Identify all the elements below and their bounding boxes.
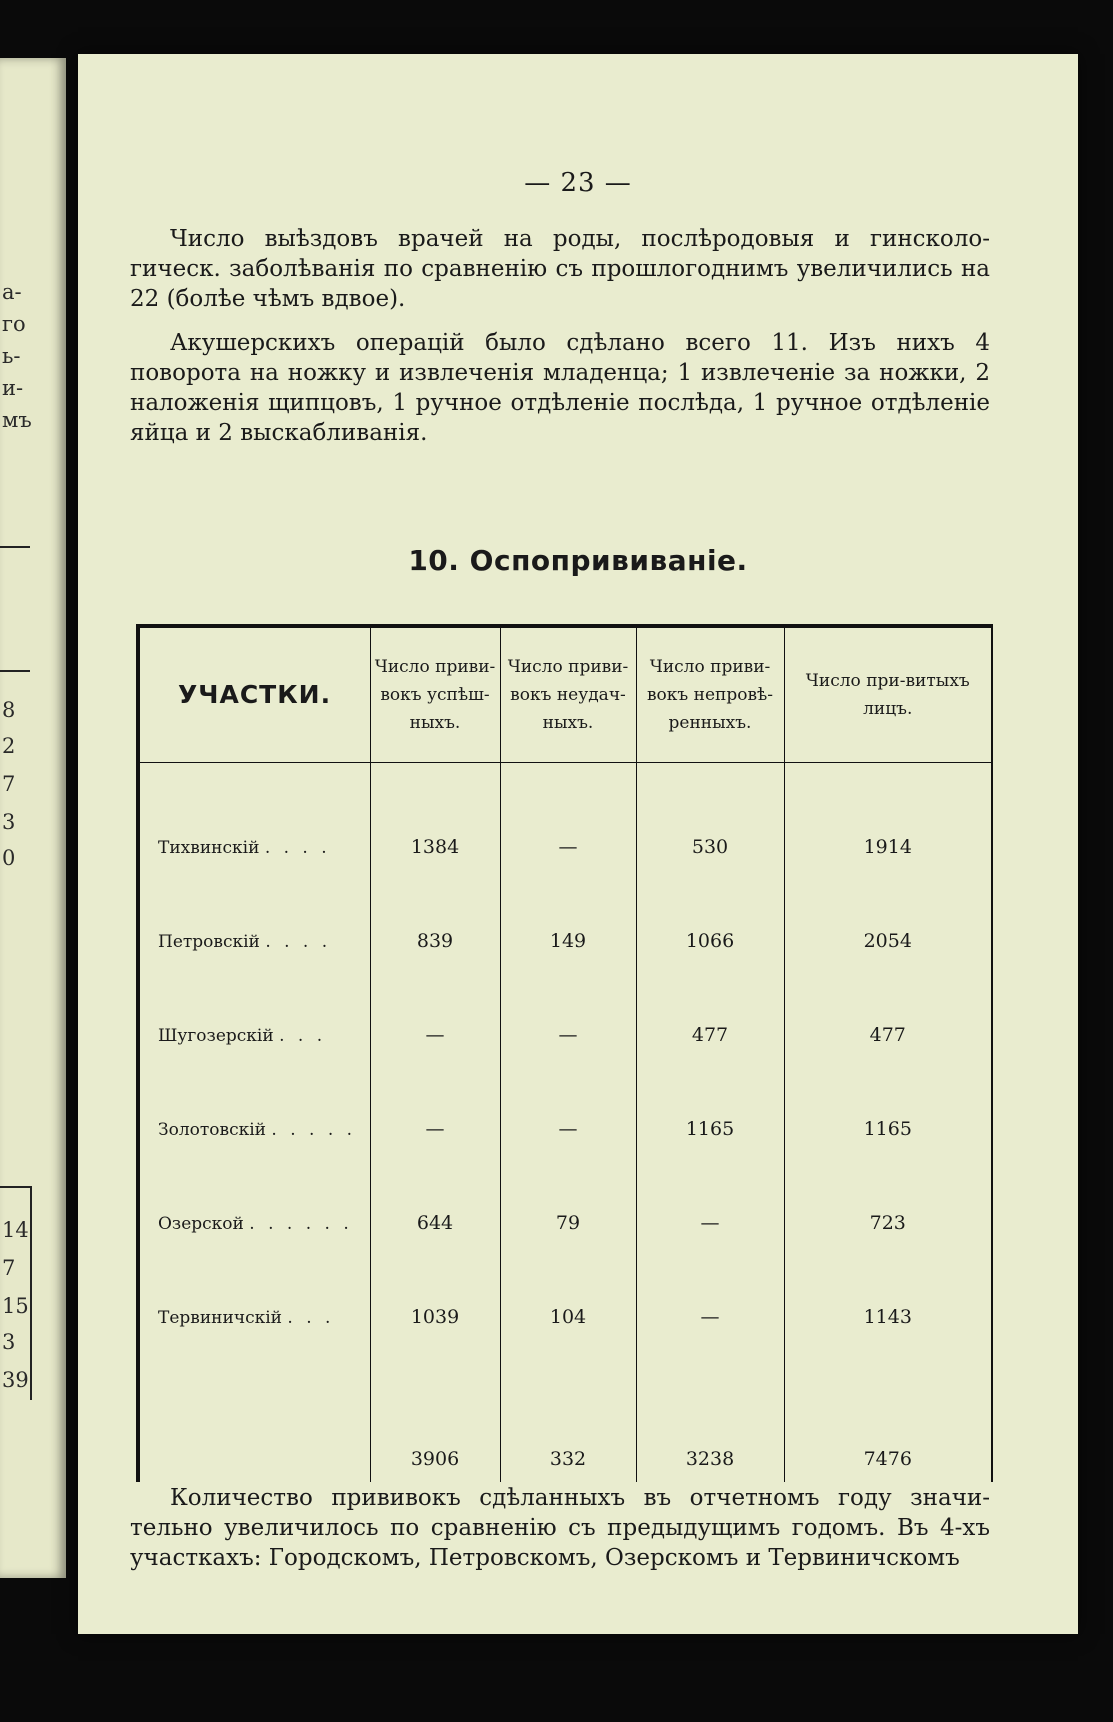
- header-persons: Число при-витыхъ лицъ.: [784, 626, 992, 763]
- paragraph-2-text: Акушерскихъ операцій было сдѣлано всего 11. Изъ нихъ 4 поворота на ножку и извлеченія младенца; 1 извлеченіе за ножки, 2 наложенія щипцовъ, 1 ручное отдѣленіе послѣда, 1 ручное отдѣленіе яйца и 2 выскабливанія.: [130, 330, 990, 446]
- cell-successful: —: [370, 960, 500, 1054]
- table-header-row: [138, 626, 992, 763]
- cell-unchecked: —: [636, 1242, 784, 1336]
- left-page-text: 8: [2, 698, 16, 722]
- total-unchecked: 3238: [636, 1336, 784, 1482]
- header-unsuccessful: Число приви-вокъ неудач-ныхъ.: [500, 626, 636, 763]
- table-row: [138, 1148, 992, 1242]
- region-label: Золотовскій: [158, 1120, 266, 1140]
- total-unsuccessful: 332: [500, 1336, 636, 1482]
- cell-successful: —: [370, 1054, 500, 1148]
- table-row: [138, 763, 992, 867]
- left-page-text: 3: [2, 1330, 16, 1354]
- region-name: [138, 1148, 370, 1242]
- paragraph-1-text: Число выѣздовъ врачей на роды, послѣродовыя и гинсколо-гическ. заболѣванія по сравненію съ прошлогоднимъ увеличились на 22 (болѣе чѣмъ вдвое).: [130, 226, 990, 312]
- cell-persons: 723: [784, 1148, 992, 1242]
- cell-persons: 1165: [784, 1054, 992, 1148]
- cell-persons: 1143: [784, 1242, 992, 1336]
- paragraph-3-text: Количество прививокъ сдѣланныхъ въ отчетномъ году значи-тельно увеличилось по сравненію съ предыдущимъ годомъ. Въ 4-хъ участкахъ: Городскомъ, Петровскомъ, Озерскомъ и Тервиничскомъ: [130, 1485, 990, 1571]
- region-name: [138, 1054, 370, 1148]
- leader-dots: . . . . . .: [249, 1214, 353, 1234]
- left-page-rule: [0, 1186, 30, 1188]
- cell-unchecked: 530: [636, 763, 784, 867]
- left-page-rule: [0, 670, 30, 672]
- leader-dots: . . .: [287, 1308, 335, 1328]
- left-page-text: 7: [2, 1256, 16, 1280]
- header-unchecked: Число приви-вокъ непровѣ-ренныхъ.: [636, 626, 784, 763]
- cell-persons: 2054: [784, 866, 992, 960]
- left-page-text: 15: [2, 1294, 29, 1318]
- table-row: [138, 866, 992, 960]
- cell-unsuccessful: 149: [500, 866, 636, 960]
- cell-persons: 1914: [784, 763, 992, 867]
- leader-dots: . . .: [279, 1026, 327, 1046]
- total-persons: 7476: [784, 1336, 992, 1482]
- left-page-fragment: [0, 58, 66, 1578]
- left-page-text: 2: [2, 734, 16, 758]
- region-label: Петровскій: [158, 932, 260, 952]
- region-label: Шугозерскій: [158, 1026, 274, 1046]
- table-row: [138, 1054, 992, 1148]
- table-row: [138, 960, 992, 1054]
- region-label: Озерской: [158, 1214, 244, 1234]
- cell-unchecked: 477: [636, 960, 784, 1054]
- paragraph-1: [130, 224, 990, 314]
- cell-unsuccessful: —: [500, 960, 636, 1054]
- total-label-cell: [138, 1336, 370, 1482]
- left-page-text: 39: [2, 1368, 29, 1392]
- vaccination-table: [136, 624, 993, 1482]
- cell-unsuccessful: 79: [500, 1148, 636, 1242]
- header-regions: УЧАСТКИ.: [138, 626, 370, 763]
- cell-persons: 477: [784, 960, 992, 1054]
- region-name: [138, 763, 370, 867]
- left-page-text: а-: [2, 280, 22, 304]
- cell-unsuccessful: —: [500, 1054, 636, 1148]
- cell-unsuccessful: 104: [500, 1242, 636, 1336]
- left-page-text: и-: [2, 376, 24, 400]
- region-label: Тервиничскій: [158, 1308, 282, 1328]
- cell-unchecked: 1066: [636, 866, 784, 960]
- paragraph-3: [130, 1483, 990, 1573]
- left-page-text: 0: [2, 846, 16, 870]
- table-total-row: [138, 1336, 992, 1482]
- region-name: [138, 866, 370, 960]
- left-page-text: мъ: [2, 408, 32, 432]
- region-name: [138, 1242, 370, 1336]
- cell-successful: 839: [370, 866, 500, 960]
- cell-unchecked: —: [636, 1148, 784, 1242]
- total-successful: 3906: [370, 1336, 500, 1482]
- left-page-rule: [0, 546, 30, 548]
- cell-successful: 1384: [370, 763, 500, 867]
- cell-unsuccessful: —: [500, 763, 636, 867]
- left-page-text: 7: [2, 772, 16, 796]
- leader-dots: . . . .: [265, 932, 332, 952]
- left-page-text: го: [2, 312, 26, 336]
- header-successful: Число приви-вокъ успѣш-ныхъ.: [370, 626, 500, 763]
- region-label: Тихвинскій: [158, 838, 260, 858]
- page: [78, 54, 1078, 1634]
- left-page-text: 14: [2, 1218, 29, 1242]
- paragraph-2: [130, 328, 990, 448]
- left-page-text: 3: [2, 810, 16, 834]
- left-page-rule: [30, 1186, 32, 1400]
- section-title: 10. Оспопрививаніе.: [408, 544, 748, 577]
- table-row: [138, 1242, 992, 1336]
- cell-successful: 1039: [370, 1242, 500, 1336]
- leader-dots: . . . . .: [271, 1120, 357, 1140]
- page-number: — 23 —: [524, 168, 632, 198]
- left-page-text: ь-: [2, 344, 21, 368]
- region-name: [138, 960, 370, 1054]
- cell-unchecked: 1165: [636, 1054, 784, 1148]
- leader-dots: . . . .: [264, 838, 331, 858]
- cell-successful: 644: [370, 1148, 500, 1242]
